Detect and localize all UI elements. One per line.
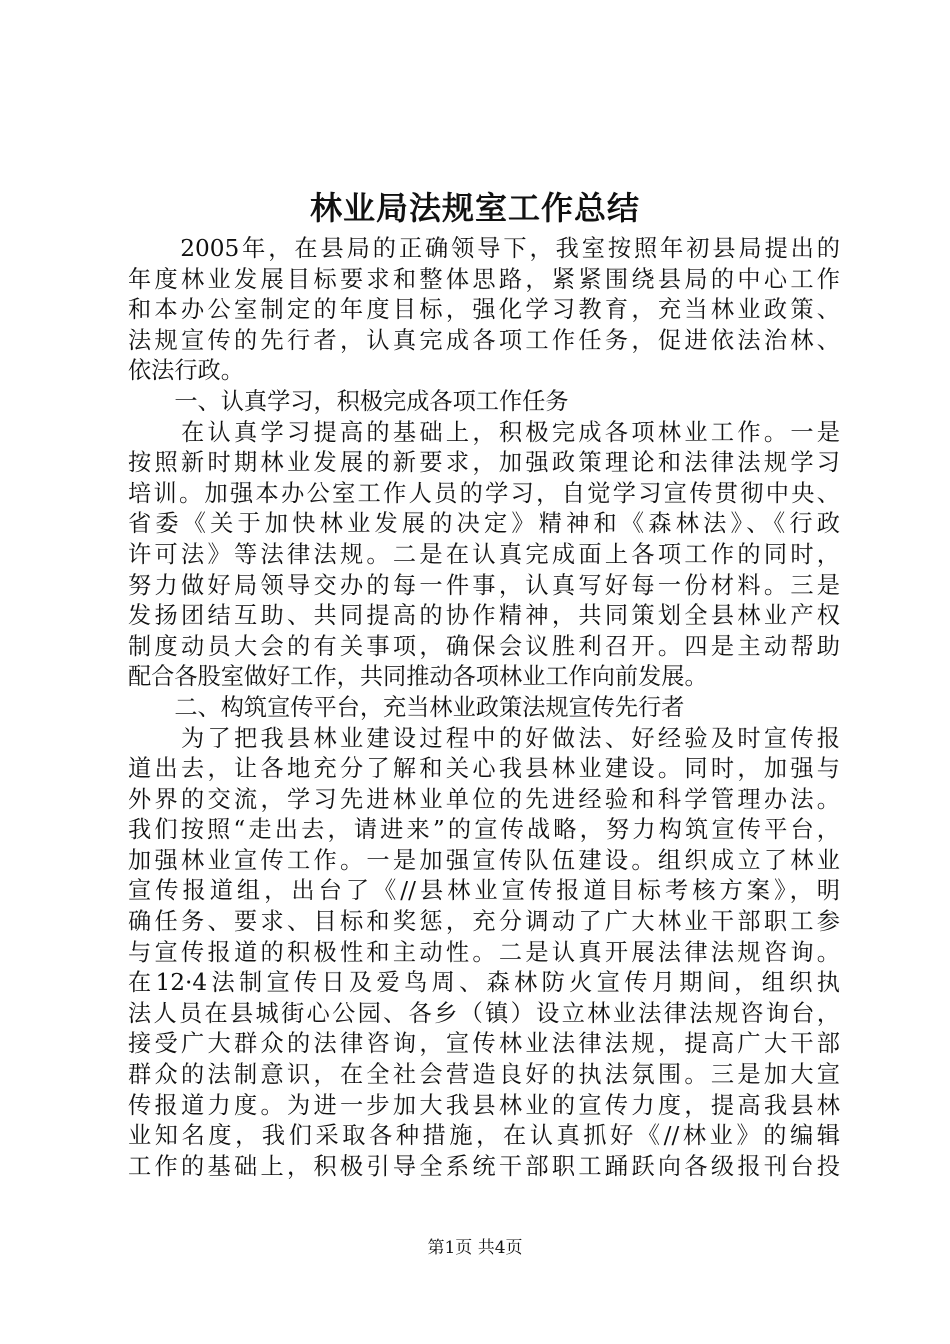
body-line: 传报道力度。为进一步加大我县林业的宣传力度，提高我县林 [128,1091,840,1119]
body-line: 接受广大群众的法律咨询，宣传林业法律法规，提高广大干部 [128,1030,840,1058]
document-title: 林业局法规室工作总结 [309,189,640,227]
body-line: 配合各股室做好工作，共同推动各项林业工作向前发展。 [128,663,708,691]
body-line: 许可法》等法律法规。二是在认真完成面上各项工作的同时， [128,540,840,568]
body-line: 努力做好局领导交办的每一件事，认真写好每一份材料。三是 [128,571,840,599]
body-line: 依法行政。 [128,357,244,385]
body-line: 确任务、要求、目标和奖惩，充分调动了广大林业干部职工参 [128,908,840,936]
body-line: 宣传报道组，出台了《//县林业宣传报道目标考核方案》，明 [128,877,840,905]
body-line: 我们按照“走出去，请进来”的宣传战略，努力构筑宣传平台， [128,816,840,844]
body-line: 为了把我县林业建设过程中的好做法、好经验及时宣传报 [128,724,840,752]
body-line: 2005年，在县局的正确领导下，我室按照年初县局提出的 [128,235,840,262]
body-line: 发扬团结互助、共同提高的协作精神，共同策划全县林业产权 [128,602,840,630]
body-line: 培训。加强本办公室工作人员的学习，自觉学习宣传贯彻中央、 [128,479,840,507]
body-line: 与宣传报道的积极性和主动性。二是认真开展法律法规咨询。 [128,938,840,966]
body-line: 和本办公室制定的年度目标，强化学习教育，充当林业政策、 [128,296,840,324]
body-line: 年度林业发展目标要求和整体思路，紧紧围绕县局的中心工作 [128,265,840,293]
body-line: 一、认真学习，积极完成各项工作任务 [128,387,569,415]
body-line: 群众的法制意识，在全社会营造良好的执法氛围。三是加大宣 [128,1061,840,1089]
body-line: 省委《关于加快林业发展的决定》精神和《森林法》、《行政 [128,510,840,538]
body-line: 按照新时期林业发展的新要求，加强政策理论和法律法规学习 [128,449,840,477]
body-line: 道出去，让各地充分了解和关心我县林业建设。同时，加强与 [128,755,840,783]
body-line: 在12·4法制宣传日及爱鸟周、森林防火宣传月期间，组织执 [128,969,840,997]
body-line: 工作的基础上，积极引导全系统干部职工踊跃向各级报刊台投 [128,1152,840,1180]
document-body [128,234,840,1182]
body-line: 在认真学习提高的基础上，积极完成各项林业工作。一是 [128,418,840,446]
body-line: 法规宣传的先行者，认真完成各项工作任务，促进依法治林、 [128,326,840,354]
body-line: 法人员在县城街心公园、各乡（镇）设立林业法律法规咨询台， [128,999,840,1027]
body-line: 业知名度，我们采取各种措施，在认真抓好《//林业》的编辑 [128,1122,840,1150]
body-line: 外界的交流，学习先进林业单位的先进经验和科学管理办法。 [128,785,840,813]
page-footer: 第1页 共4页 [427,1238,523,1258]
body-line: 制度动员大会的有关事项，确保会议胜利召开。四是主动帮助 [128,632,840,660]
body-line: 加强林业宣传工作。一是加强宣传队伍建设。组织成立了林业 [128,846,840,874]
body-line: 二、构筑宣传平台，充当林业政策法规宣传先行者 [128,693,685,721]
